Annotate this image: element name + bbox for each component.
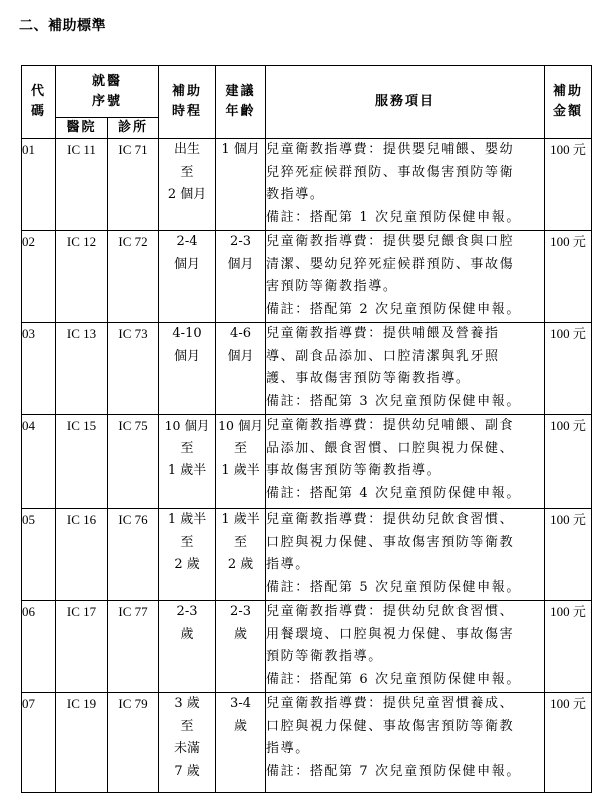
row-service [266,231,545,323]
header-text-line: 序號 [92,93,123,109]
header-timing [159,66,216,139]
table-row [22,323,592,415]
header-timing-text [159,82,215,122]
age-line: 個月 [227,348,254,364]
row-timing [159,139,216,231]
row-service [266,601,545,693]
row-amount: 100 元 [545,139,592,231]
service-line: 護、事故傷害預防等衛教指導。 [266,371,471,386]
row-code: 02 [22,231,56,323]
row-clinic-code: IC 73 [108,323,159,415]
row-amount: 100 元 [545,231,592,323]
service-line: 備註：搭配第 5 次兒童預防保健申報。 [266,579,521,595]
service-line: 兒猝死症候群預防、事故傷害預防等衛 [266,164,515,180]
row-hospital-code: IC 13 [56,323,108,415]
service-line: 兒童衛教指導費：提供幼兒飲食習慣、 [266,512,515,527]
service-line: 兒童衛教指導費：提供嬰兒哺餵、嬰幼 [266,142,515,157]
service-line: 備註：搭配第 3 次兒童預防保健申報。 [266,393,521,409]
row-clinic-code: IC 72 [108,231,159,323]
timing-line: 至 [180,718,194,734]
timing-line: 出生 [174,142,201,157]
age-line: 個月 [227,256,254,272]
header-visit-no [56,66,159,118]
row-service [266,415,545,509]
table-body [22,139,592,793]
row-age [216,415,266,509]
service-line: 兒童衛教指導費：提供哺餵及營養指 [266,326,500,341]
header-code-text [22,82,55,122]
service-line: 備註：搭配第 2 次兒童預防保健申報。 [266,301,521,317]
service-line: 導、副食品添加、口腔清潔與乳牙照 [266,348,500,364]
row-timing [159,509,216,601]
header-service [266,66,545,139]
header-visit-no-text [56,72,158,112]
row-code: 03 [22,323,56,415]
timing-line: 至 [180,164,194,180]
row-clinic-code: IC 75 [108,415,159,509]
table-row [22,139,592,231]
row-age [216,231,266,323]
header-age [216,66,266,139]
service-line: 用餐環境、口腔與視力保健、事故傷害 [266,626,515,642]
row-age [216,323,266,415]
row-code: 07 [22,693,56,793]
row-amount: 100 元 [545,509,592,601]
age-line: 2-3 [230,234,251,249]
timing-line: 10 個月 [164,418,210,433]
table-row [22,415,592,509]
timing-line: 1 歲半 [167,463,207,478]
age-line: 2 歲 [227,557,254,572]
row-amount: 100 元 [545,415,592,509]
row-hospital-code: IC 16 [56,509,108,601]
header-service-text: 服務項目 [375,94,436,109]
row-service [266,509,545,601]
header-text-line: 建議 [225,84,256,99]
header-text-line: 時程 [172,104,203,119]
service-line: 指導。 [266,557,310,572]
timing-line: 2-4 [176,234,198,249]
service-line: 預防等衛教指導。 [266,649,383,664]
table-row [22,693,592,793]
row-clinic-code: IC 79 [108,693,159,793]
header-code [22,66,56,139]
service-line: 口腔與視力保健、事故傷害預防等衛教 [266,534,515,550]
age-line: 3-4 [230,696,251,711]
row-age [216,601,266,693]
header-text-line: 就醫 [92,73,123,89]
header-hospital: 醫院 [56,118,108,139]
row-clinic-code: IC 77 [108,601,159,693]
row-age [216,139,266,231]
timing-line: 2-3 [176,604,198,619]
header-age-text [216,82,265,122]
row-timing [159,323,216,415]
age-line: 10 個月 [218,418,263,433]
header-amount-text [545,82,591,122]
service-line: 兒童衛教指導費：提供幼兒哺餵、副食 [266,418,515,433]
service-line: 清潔、嬰幼兒猝死症候群預防、事故傷 [266,256,515,272]
row-hospital-code: IC 15 [56,415,108,509]
service-line: 口腔與視力保健、事故傷害預防等衛教 [266,718,515,734]
header-text-line: 補助 [553,84,584,99]
row-service [266,323,545,415]
table-row [22,601,592,693]
service-line: 害預防等衛教指導。 [266,279,398,294]
service-line: 兒童衛教指導費：提供兒童習慣養成、 [266,696,515,711]
timing-line: 2 歲 [174,557,200,572]
age-line: 1 個月 [221,142,260,157]
service-line: 教指導。 [266,187,325,202]
service-line: 品添加、餵食習慣、口腔與視力保健、 [266,440,515,456]
table-row [22,231,592,323]
timing-line: 7 歲 [174,763,200,779]
row-service [266,693,545,793]
row-amount: 100 元 [545,323,592,415]
subsidy-standard-table [21,65,592,793]
row-age [216,509,266,601]
timing-line: 個月 [174,348,201,364]
timing-line: 4-10 [172,326,202,341]
timing-line: 未滿 [174,741,201,756]
table-row [22,509,592,601]
header-text-line: 代 [30,84,46,99]
timing-line: 個月 [174,256,201,272]
timing-line: 2 個月 [167,187,207,202]
header-text-line: 年齡 [225,104,256,119]
service-line: 兒童衛教指導費：提供幼兒飲食習慣、 [266,604,515,619]
service-line: 備註：搭配第 1 次兒童預防保健申報。 [266,209,521,225]
row-amount: 100 元 [545,601,592,693]
age-line: 2-3 [230,604,251,619]
timing-line: 至 [180,534,194,550]
header-text-line: 碼 [30,104,46,119]
age-line: 至 [234,534,248,550]
row-clinic-code: IC 71 [108,139,159,231]
service-line: 備註：搭配第 6 次兒童預防保健申報。 [266,671,521,687]
row-hospital-code: IC 12 [56,231,108,323]
header-clinic: 診所 [108,118,159,139]
timing-line: 歲 [180,626,194,642]
row-hospital-code: IC 11 [56,139,108,231]
row-timing [159,693,216,793]
row-code: 04 [22,415,56,509]
age-line: 歲 [234,718,248,734]
header-text-line: 補助 [172,84,203,99]
age-line: 1 歲半 [221,463,260,478]
header-text-line: 金額 [553,104,584,119]
row-clinic-code: IC 76 [108,509,159,601]
row-timing [159,601,216,693]
age-line: 歲 [234,626,248,642]
service-line: 備註：搭配第 4 次兒童預防保健申報。 [266,485,521,501]
row-age [216,693,266,793]
row-amount: 100 元 [545,693,592,793]
row-timing [159,231,216,323]
service-line: 備註：搭配第 7 次兒童預防保健申報。 [266,763,521,779]
section-title: 二、補助標準 [19,18,106,34]
row-hospital-code: IC 19 [56,693,108,793]
service-line: 指導。 [266,741,310,756]
timing-line: 3 歲 [174,696,200,711]
row-hospital-code: IC 17 [56,601,108,693]
row-code: 06 [22,601,56,693]
age-line: 至 [234,440,248,456]
timing-line: 至 [180,440,194,456]
age-line: 1 歲半 [221,512,260,527]
row-timing [159,415,216,509]
service-line: 兒童衛教指導費：提供嬰兒餵食與口腔 [266,234,515,249]
service-line: 事故傷害預防等衛教指導。 [266,463,442,478]
row-service [266,139,545,231]
row-code: 01 [22,139,56,231]
row-code: 05 [22,509,56,601]
timing-line: 1 歲半 [167,512,207,527]
header-amount [545,66,592,139]
age-line: 4-6 [230,326,251,341]
